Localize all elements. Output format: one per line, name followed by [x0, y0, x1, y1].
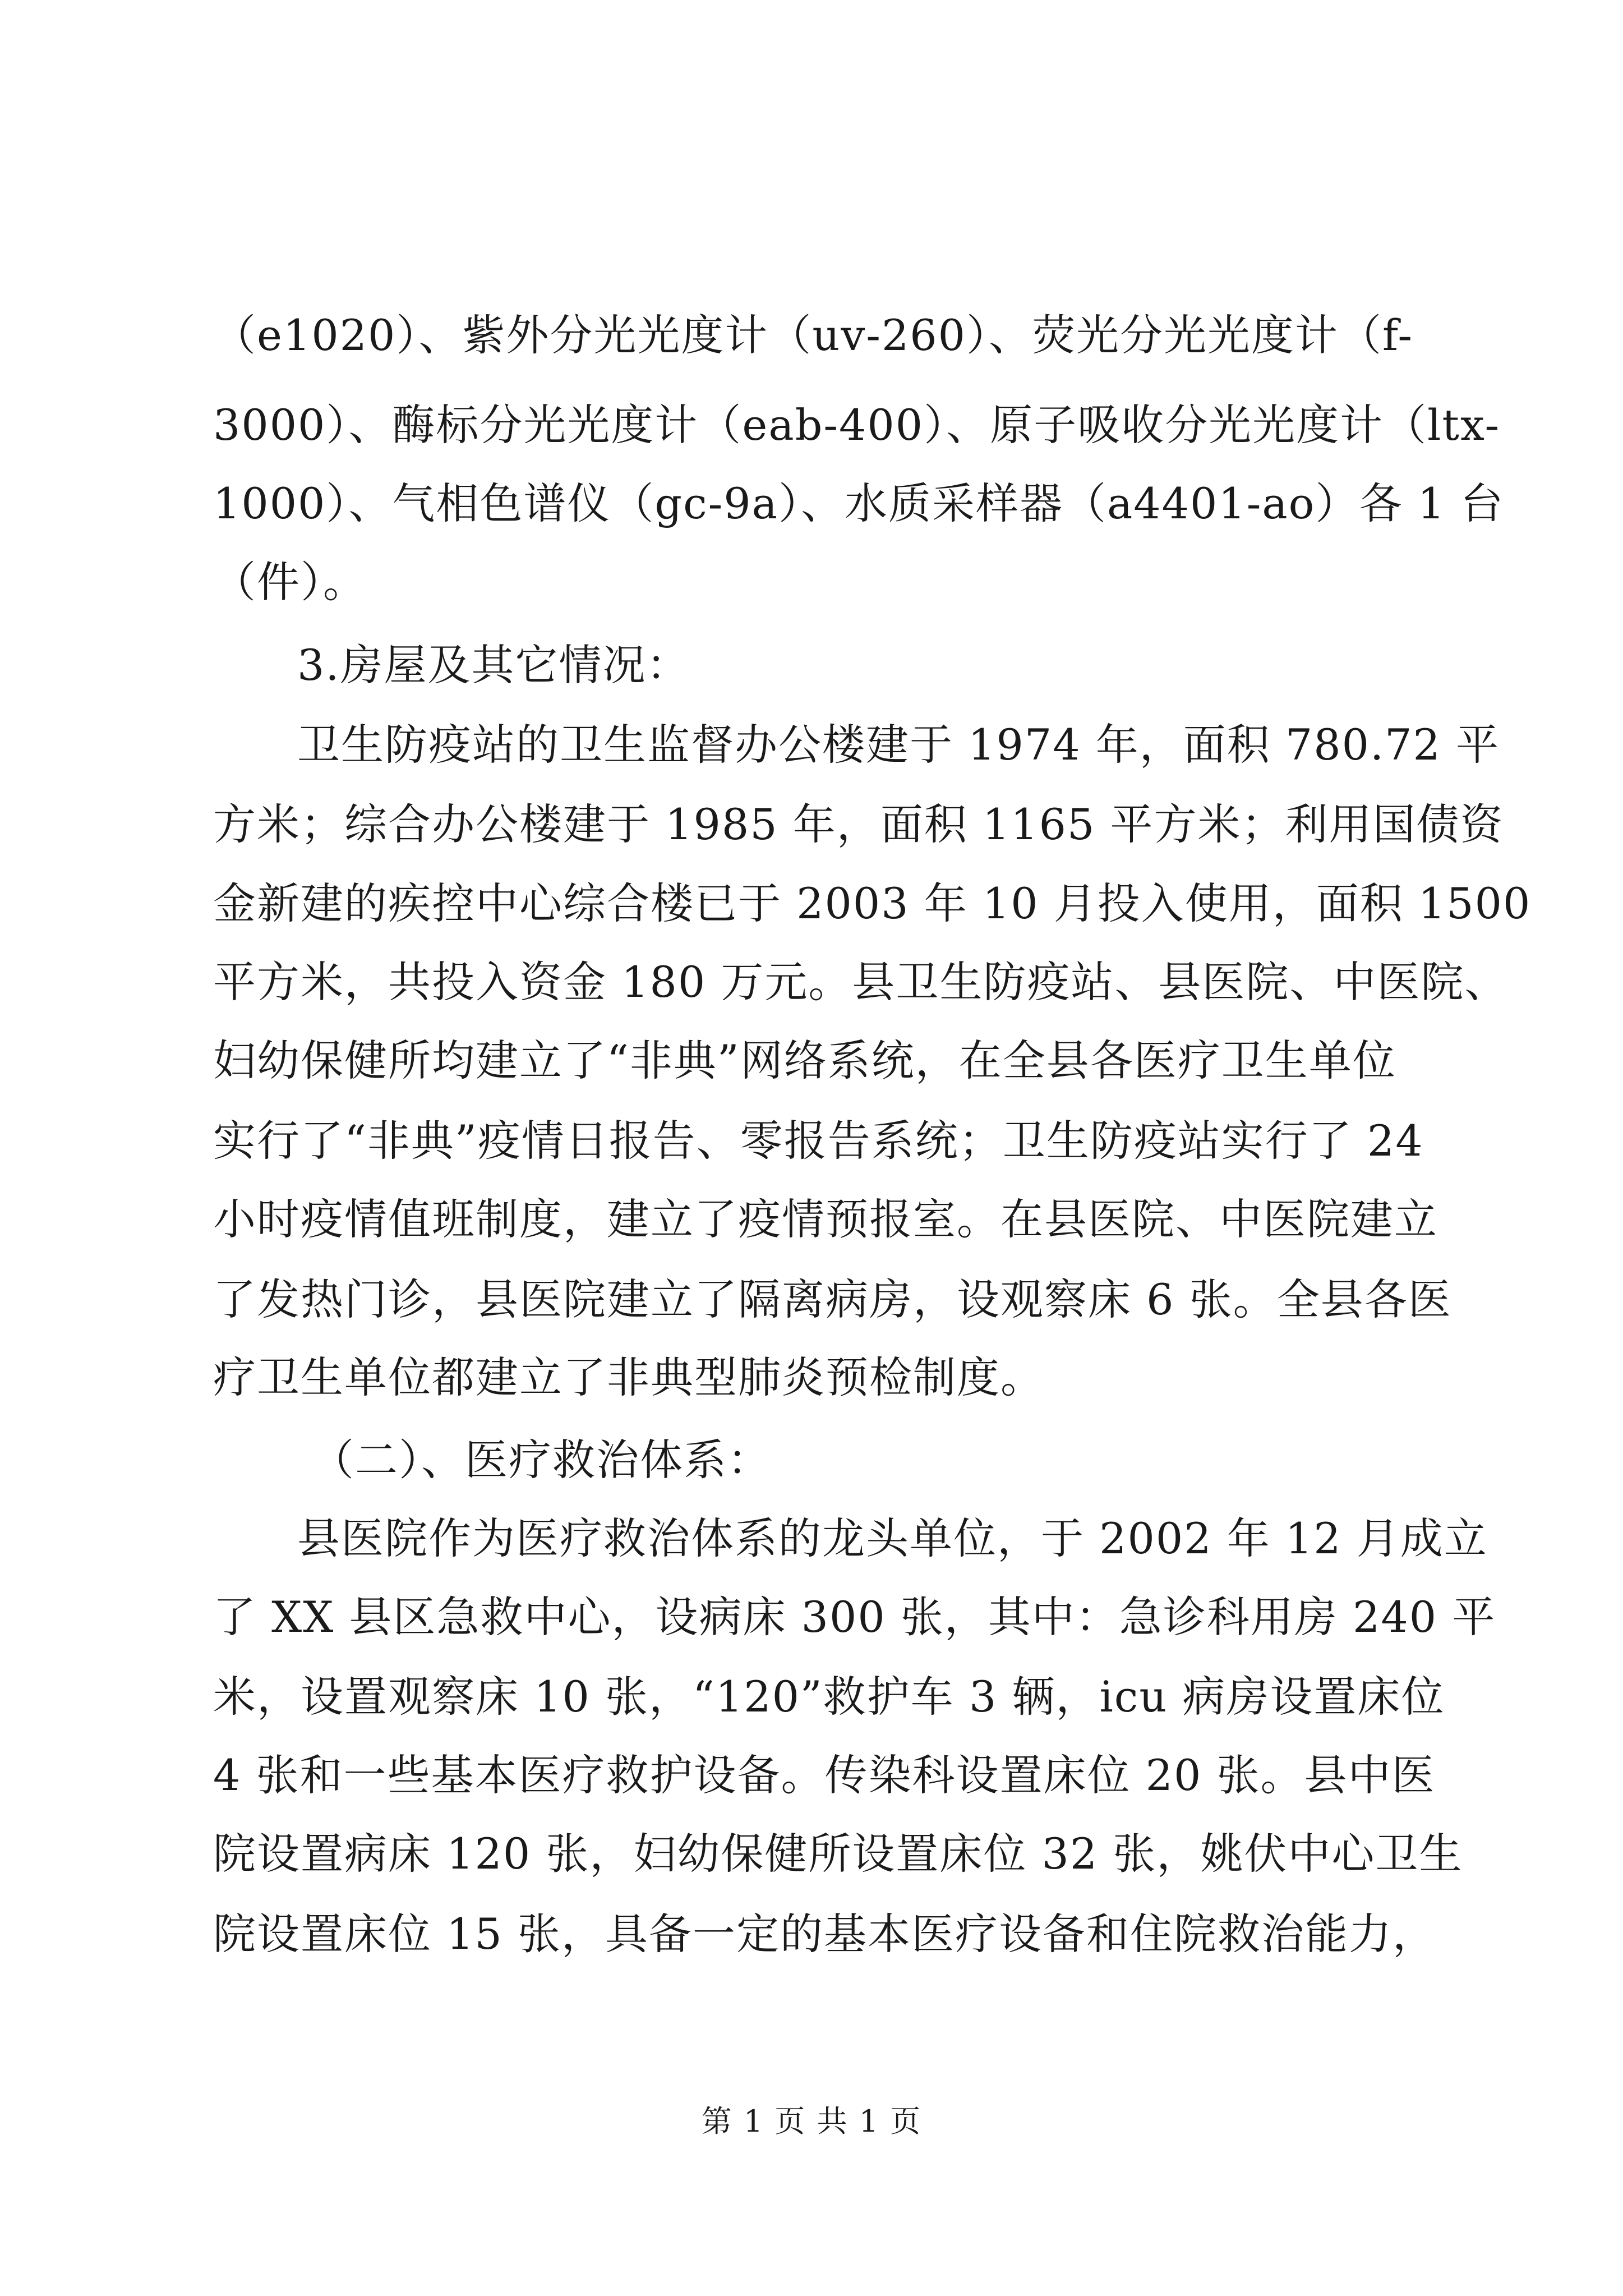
page-number-footer: 第 1 页 共 1 页: [701, 2104, 922, 2139]
text-line: 1000）、气相色谱仪（gc-9a）、水质采样器（a4401-ao）各 1 台: [213, 478, 1505, 528]
paragraph-first-line: 县医院作为医疗救治体系的龙头单位，于 2002 年 12 月成立: [297, 1513, 1488, 1563]
text-line: （件）。: [213, 557, 367, 607]
text-line: 妇幼保健所均建立了“非典”网络系统，在全县各医疗卫生单位: [213, 1036, 1396, 1085]
text-line: 了发热门诊，县医院建立了隔离病房，设观察床 6 张。全县各医: [213, 1274, 1452, 1324]
text-line: 金新建的疾控中心综合楼已于 2003 年 10 月投入使用，面积 1500: [213, 878, 1532, 928]
text-line: 3000）、酶标分光光度计（eab-400）、原子吸收分光光度计（ltx-: [213, 400, 1501, 450]
text-line: 实行了“非典”疫情日报告、零报告系统；卫生防疫站实行了 24: [213, 1116, 1424, 1166]
text-line: 平方米，共投入资金 180 万元。县卫生防疫站、县医院、中医院、: [213, 957, 1509, 1007]
paragraph-first-line: 卫生防疫站的卫生监督办公楼建于 1974 年，面积 780.72 平: [297, 720, 1500, 770]
text-line: （e1020）、紫外分光光度计（uv-260）、荧光分光光度计（f-: [213, 310, 1414, 360]
text-line: 米，设置观察床 10 张，“120”救护车 3 辆，icu 病房设置床位: [213, 1672, 1445, 1722]
text-line: 4 张和一些基本医疗救护设备。传染科设置床位 20 张。县中医: [213, 1750, 1436, 1800]
section-heading: 3.房屋及其它情况：: [297, 640, 690, 690]
text-line: 院设置床位 15 张，具备一定的基本医疗设备和住院救治能力，: [213, 1909, 1437, 1959]
text-line: 了 XX 县区急救中心，设病床 300 张，其中：急诊科用房 240 平: [213, 1592, 1496, 1642]
section-heading: （二）、医疗救治体系：: [311, 1435, 771, 1485]
text-line: 院设置病床 120 张，妇幼保健所设置床位 32 张，姚伏中心卫生: [213, 1829, 1463, 1879]
text-line: 方米；综合办公楼建于 1985 年，面积 1165 平方米；利用国债资: [213, 799, 1504, 849]
text-line: 小时疫情值班制度，建立了疫情预报室。在县医院、中医院建立: [213, 1194, 1438, 1244]
text-line: 疗卫生单位都建立了非典型肺炎预检制度。: [213, 1352, 1044, 1402]
